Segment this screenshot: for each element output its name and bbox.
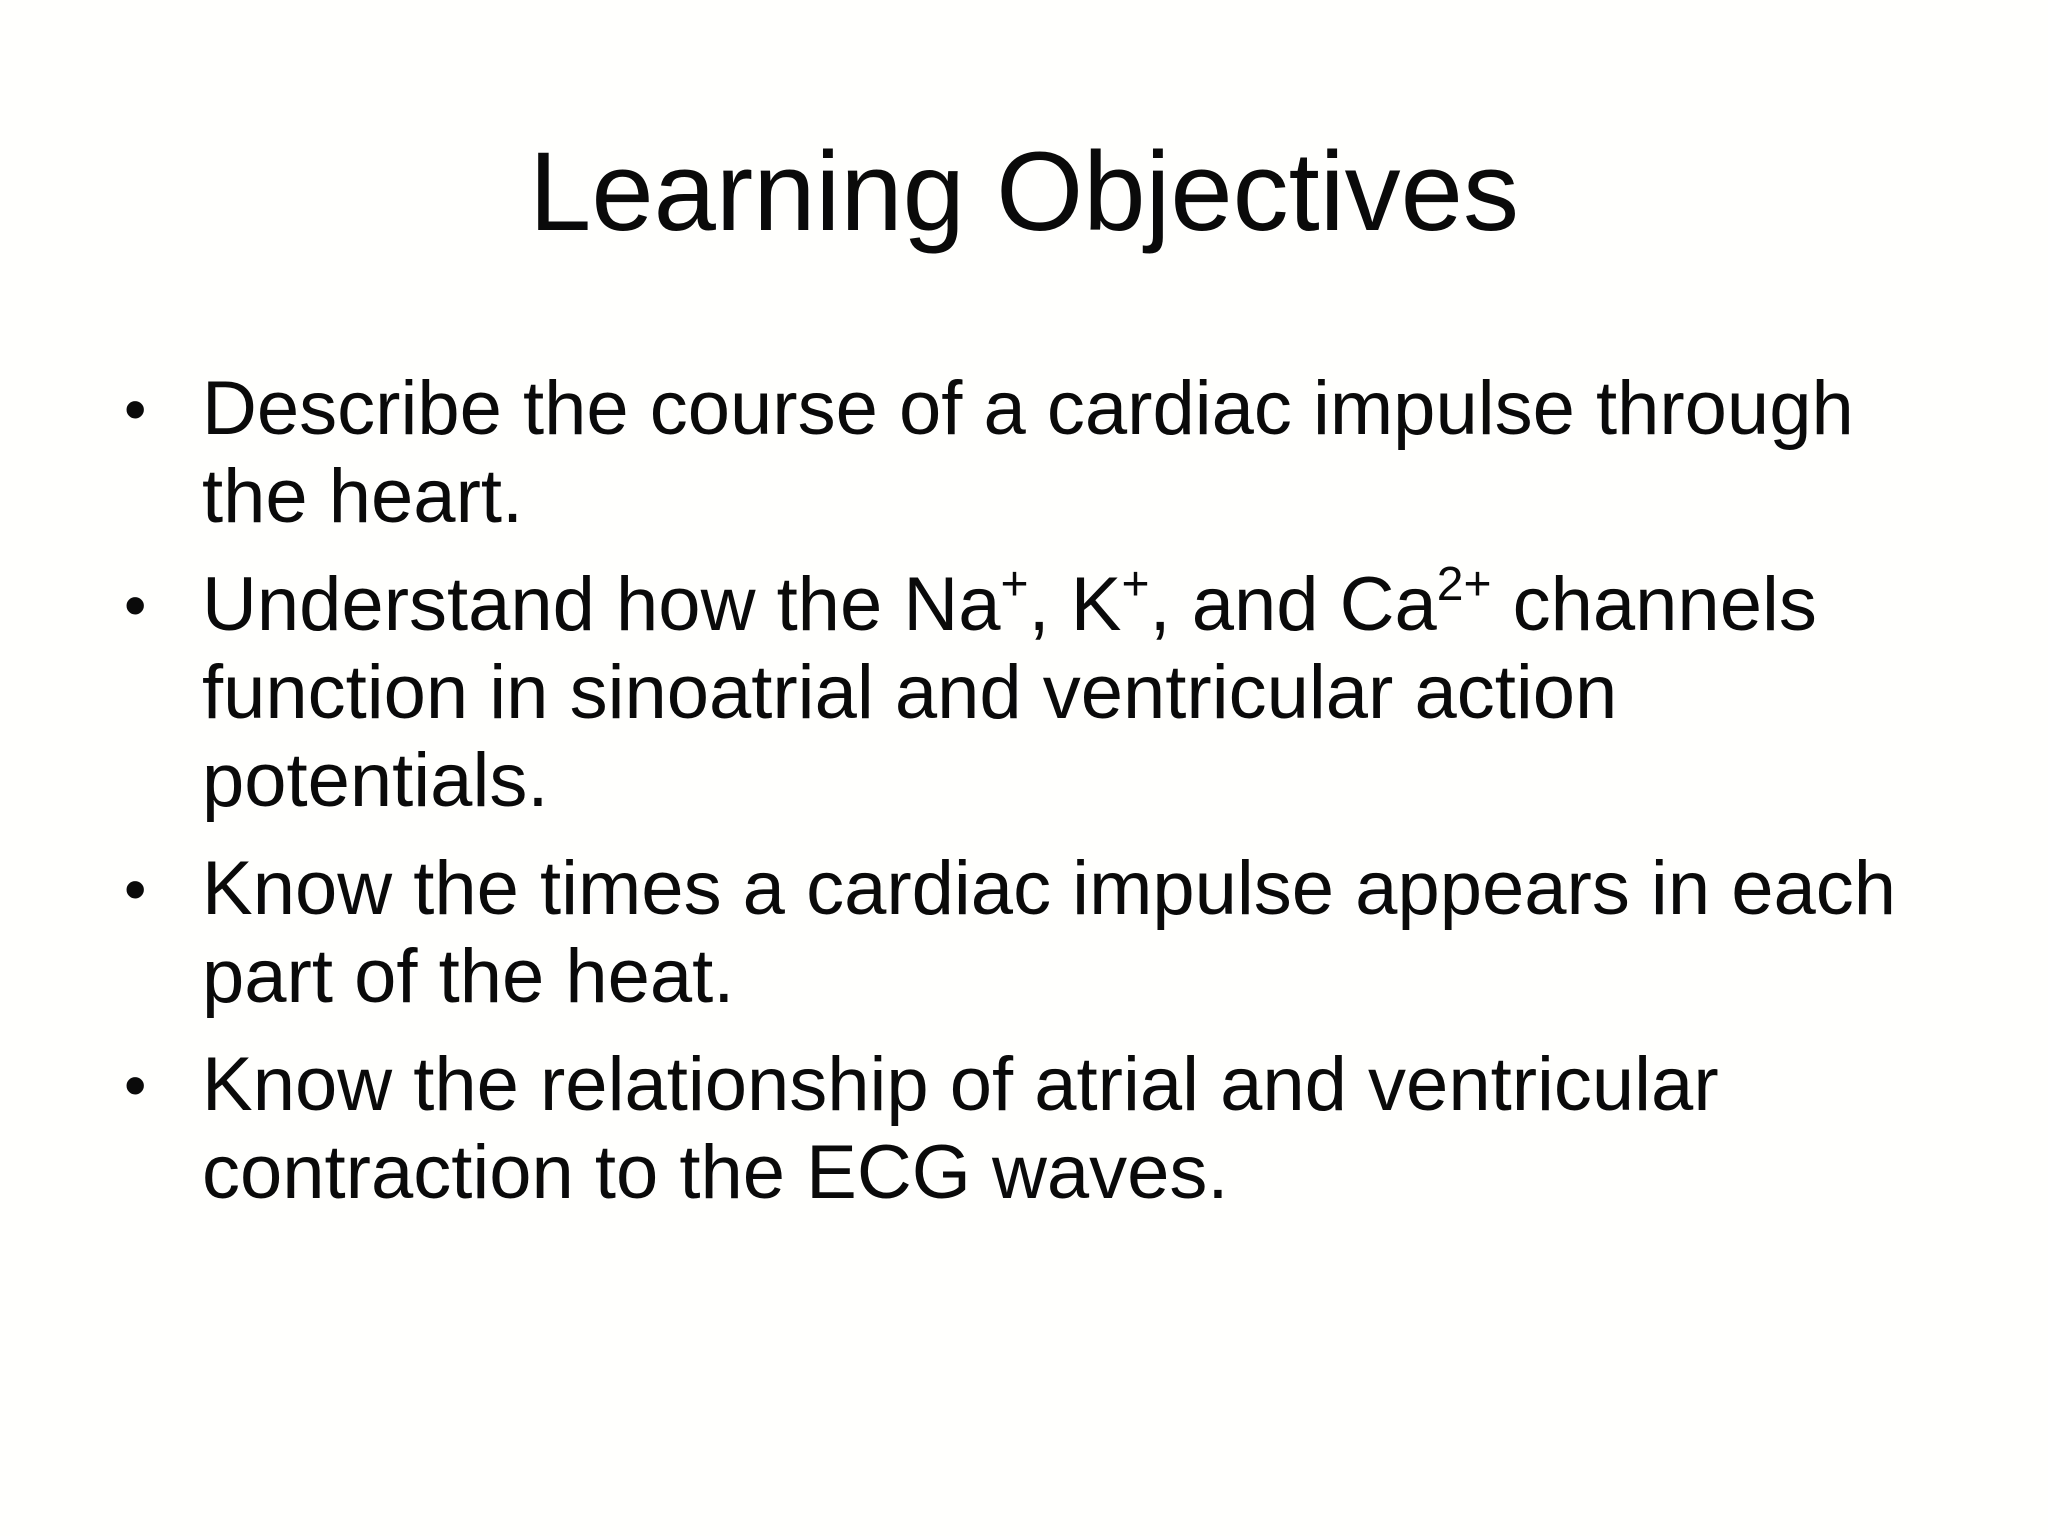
- slide-title: Learning Objectives: [529, 129, 1519, 254]
- bullet-icon: •: [124, 569, 147, 641]
- objective-item-2: [122, 558, 1962, 825]
- objective-text-2c: , and Ca: [1149, 562, 1437, 647]
- objective-text-2d: channels function in sinoatrial and ventricular action potentials.: [202, 562, 1817, 823]
- bullet-icon: •: [124, 1049, 147, 1121]
- objective-item-1: [122, 365, 1962, 541]
- objective-text-2b: , K: [1028, 562, 1122, 647]
- objective-text-2a: Understand how the Na: [202, 562, 1001, 647]
- bullet-icon: •: [124, 853, 147, 925]
- objective-text-1: Describe the course of a cardiac impulse through the heart.: [202, 366, 1854, 539]
- bullet-icon: •: [124, 373, 147, 445]
- calcium-charge-superscript: 2+: [1436, 558, 1492, 611]
- objective-text-3: Know the times a cardiac impulse appears in each part of the heat.: [202, 846, 1897, 1019]
- sodium-charge-superscript: +: [1000, 558, 1029, 611]
- objectives-list: [122, 365, 1962, 1237]
- objective-text-4: Know the relationship of atrial and ventricular contraction to the ECG waves.: [202, 1042, 1719, 1215]
- objective-item-4: [122, 1041, 1962, 1217]
- potassium-charge-superscript: +: [1121, 558, 1150, 611]
- objective-item-3: [122, 845, 1962, 1021]
